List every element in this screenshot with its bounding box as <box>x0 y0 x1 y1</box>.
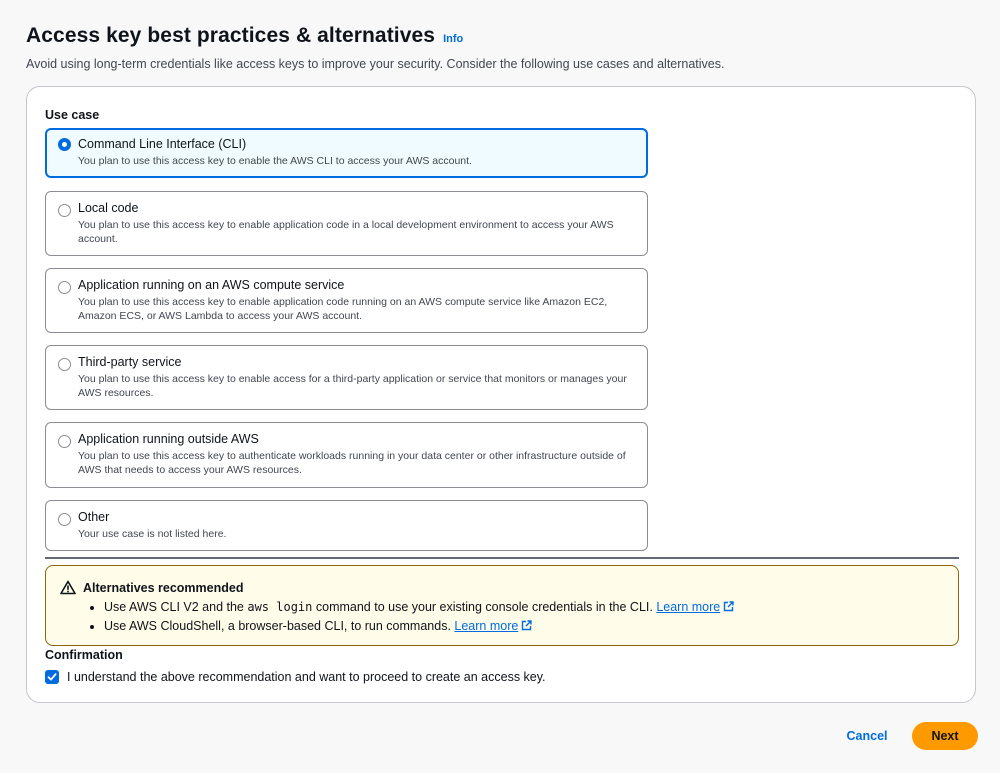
option-title: Application running on an AWS compute service <box>78 278 345 292</box>
alert-title: Alternatives recommended <box>83 581 244 595</box>
radio-outside-aws[interactable] <box>58 435 71 448</box>
radio-aws-compute[interactable] <box>58 281 71 294</box>
option-outside-aws[interactable] <box>45 422 648 488</box>
option-third-party[interactable] <box>45 345 648 410</box>
cancel-button[interactable]: Cancel <box>836 722 898 750</box>
confirmation-text: I understand the above recommendation and want to proceed to create an access key. <box>67 670 546 684</box>
option-title: Local code <box>78 201 139 215</box>
radio-third-party[interactable] <box>58 358 71 371</box>
option-description: You plan to use this access key to authenticate workloads running in your data center or other infrastructure outside of AWS that needs to access your AWS resources. <box>78 450 626 476</box>
info-link[interactable]: Info <box>443 33 464 45</box>
option-aws-compute[interactable] <box>45 268 648 333</box>
option-description: You plan to use this access key to enable the AWS CLI to access your AWS account. <box>78 155 472 167</box>
alert-item <box>104 617 734 636</box>
page-header <box>26 24 976 71</box>
option-title: Other <box>78 510 110 524</box>
alternatives-alert <box>45 565 959 646</box>
option-title: Command Line Interface (CLI) <box>78 137 247 151</box>
external-link-icon <box>723 599 734 617</box>
radio-cli[interactable] <box>58 138 71 151</box>
option-local-code[interactable] <box>45 191 648 256</box>
page-subtitle: Avoid using long-term credentials like access keys to improve your security. Consider the following use cases and alternatives. <box>26 57 725 71</box>
option-description: You plan to use this access key to enable application code running on an AWS compute service like Amazon EC2, Amazon ECS, or AWS Lambda to access your AWS account. <box>78 296 608 322</box>
page-title: Access key best practices & alternatives <box>26 24 436 47</box>
option-cli[interactable] <box>45 128 648 178</box>
title-row <box>26 24 976 48</box>
confirmation-label: Confirmation <box>45 648 123 662</box>
next-button[interactable]: Next <box>912 722 978 750</box>
alert-list <box>86 598 734 636</box>
option-other[interactable] <box>45 500 648 551</box>
learn-more-link[interactable]: Learn more <box>656 600 721 614</box>
use-case-container <box>26 86 976 703</box>
option-title: Third-party service <box>78 355 182 369</box>
radio-other[interactable] <box>58 513 71 526</box>
radio-local-code[interactable] <box>58 204 71 217</box>
external-link-icon <box>521 618 532 636</box>
confirmation-checkbox[interactable] <box>45 670 59 684</box>
learn-more-link[interactable]: Learn more <box>454 619 519 633</box>
option-description: You plan to use this access key to enable access for a third-party application or service that monitors or manages your AWS resources. <box>78 373 627 399</box>
option-description: Your use case is not listed here. <box>78 528 227 540</box>
alert-item-text: command to use your existing console credentials in the CLI. <box>312 600 657 614</box>
alert-item-text: Use AWS CloudShell, a browser-based CLI, to run commands. <box>104 619 455 633</box>
option-title: Application running outside AWS <box>78 432 259 446</box>
option-description: You plan to use this access key to enable application code in a local development environment to access your AWS account. <box>78 219 614 245</box>
warning-icon <box>60 580 76 600</box>
checkmark-icon <box>47 672 57 682</box>
aws-login-code: aws login <box>247 600 313 614</box>
divider <box>45 557 959 559</box>
alert-item-text: Use AWS CLI V2 and the <box>104 600 248 614</box>
use-case-label: Use case <box>45 108 100 122</box>
alert-item <box>104 598 734 617</box>
